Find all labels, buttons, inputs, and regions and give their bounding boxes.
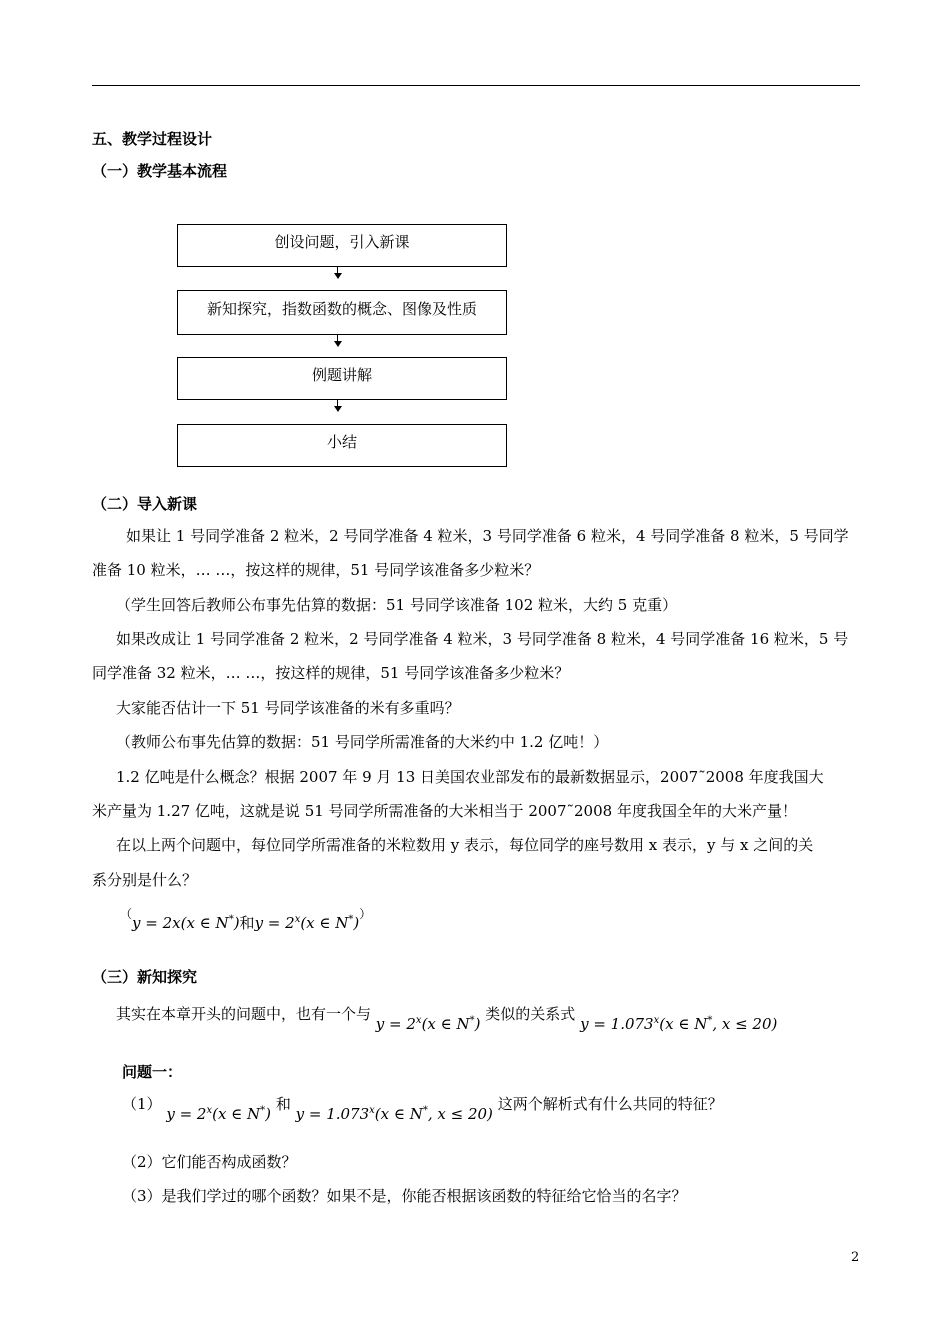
formula-exponential: $y = 2^x(x$ ∈ N*) [254,914,360,932]
paragraph-7-line-1: 在以上两个问题中，每位同学所需准备的米粒数用 y 表示，每位同学的座号数用 x 表示，y 与 x 之间的关 [116,836,814,854]
flow-step-1: 创设问题，引入新课 [177,224,507,267]
paragraph-6-line-2: 米产量为 1.27 亿吨，这就是说 51 号同学所需准备的大米相当于 2007˜2008 年度我国全年的大米产量！ [92,802,797,820]
flow-arrow-3 [334,400,342,412]
subsection-heading-flow: （一）教学基本流程 [92,162,228,180]
question-1-number: （1） [122,1095,162,1113]
question-1-item-3: （3）是我们学过的哪个函数？如果不是，你能否根据该函数的特征给它恰当的名字？ [122,1187,687,1205]
question-1-tail: 这两个解析式有什么共同的特征？ [497,1095,723,1113]
flow-step-2: 新知探究，指数函数的概念、图像及性质 [177,290,507,335]
subsection-heading-explore: （三）新知探究 [92,968,198,986]
paragraph-6-line-1: 1.2 亿吨是什么概念？根据 2007 年 9 月 13 日美国农业部发布的最新数据显示，2007˜2008 年度我国大 [116,768,824,786]
question-1-and: 和 [275,1095,291,1113]
paragraph-3-line-2: 同学准备 32 粒米，… …，按这样的规律，51 号同学该准备多少粒米？ [92,664,570,682]
paragraph-8 [116,1003,778,1033]
page-number: 2 [851,1250,860,1265]
formula-1073x-q: $y = 1.073^x(x$ ∈ N*, x ≤ 20) [295,1105,493,1123]
header-rule [92,85,860,86]
flow-step-3: 例题讲解 [177,357,507,400]
subsection-heading-intro: （二）导入新课 [92,495,198,513]
section-heading: 五、教学过程设计 [92,130,213,148]
paragraph-5: （教师公布事先估算的数据：51 号同学所需准备的大米约中 1.2 亿吨！） [116,733,609,751]
paragraph-2: （学生回答后教师公布事先估算的数据：51 号同学该准备 102 粒米，大约 5 克重） [116,596,678,614]
flow-step-4: 小结 [177,424,507,467]
equation-relations [120,907,372,933]
paragraph-1-line-2: 准备 10 粒米，… …，按这样的规律，51 号同学该准备多少粒米？ [92,561,540,579]
paragraph-8-text-b: 类似的关系式 [485,1005,576,1023]
paragraph-7-line-2: 系分别是什么？ [92,871,198,889]
open-paren: （ [120,907,133,921]
formula-linear: y = 2x(x ∈ N*) [132,914,240,932]
paragraph-8-text-a: 其实在本章开头的问题中，也有一个与 [116,1005,372,1023]
formula-2x-q: $y = 2^x(x$ ∈ N*) [166,1105,272,1123]
paragraph-3-line-1: 如果改成让 1 号同学准备 2 粒米，2 号同学准备 4 粒米，3 号同学准备 8 粒米，4 号同学准备 16 粒米，5 号 [116,630,849,648]
flow-arrow-2 [334,335,342,347]
question-1-item-1 [122,1093,723,1123]
formula-1073x: $y = 1.073^x(x$ ∈ N*, x ≤ 20) [580,1015,778,1033]
paragraph-4: 大家能否估计一下 51 号同学该准备的米有多重吗？ [116,699,460,717]
question-1-item-2: （2）它们能否构成函数？ [122,1153,297,1171]
question-1-heading: 问题一： [122,1063,183,1081]
formula-2x: $y = 2^x(x$ ∈ N*) [375,1015,481,1033]
close-paren: ） [359,907,372,921]
flow-arrow-1 [334,267,342,279]
paragraph-1-line-1: 如果让 1 号同学准备 2 粒米，2 号同学准备 4 粒米，3 号同学准备 6 粒米，4 号同学准备 8 粒米，5 号同学 [126,527,849,545]
and-word: 和 [239,914,255,932]
